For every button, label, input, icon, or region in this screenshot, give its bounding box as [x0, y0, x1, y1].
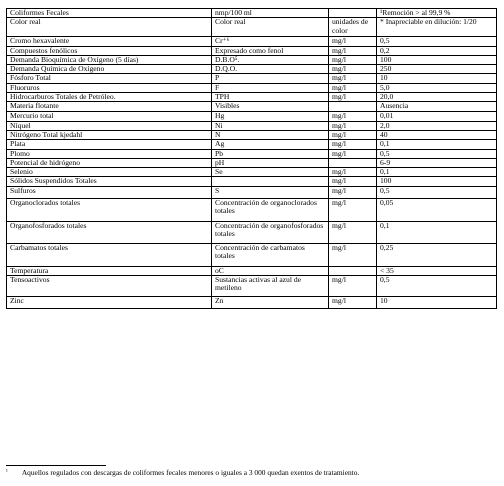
footnote	[6, 468, 359, 477]
table-row	[7, 297, 497, 309]
table-row	[7, 93, 497, 102]
document-page	[6, 8, 496, 309]
parameter-cell: Color real	[7, 18, 212, 37]
parameter-cell: Materia flotante	[7, 102, 212, 111]
unit-cell: mg/l	[329, 186, 377, 198]
expression-cell: Ni	[212, 121, 329, 130]
parameter-cell: Fósforo Total	[7, 74, 212, 83]
table-row	[7, 221, 497, 243]
expression-cell	[212, 177, 329, 186]
parameter-cell: Demanda Química de Oxígeno	[7, 65, 212, 74]
unit-cell: mg/l	[329, 74, 377, 83]
unit-cell: mg/l	[329, 177, 377, 186]
expression-cell: oC	[212, 266, 329, 275]
parameter-cell: Demanda Bioquímica de Oxígeno (5 días)	[7, 55, 212, 64]
parameter-cell: Sulfuros	[7, 186, 212, 198]
expression-cell: Ag	[212, 140, 329, 149]
unit-cell: mg/l	[329, 93, 377, 102]
parameter-cell: Potencial de hidrógeno	[7, 158, 212, 167]
table-row	[7, 74, 497, 83]
table-row	[7, 9, 497, 18]
expression-cell: Sustancias activas al azul de metileno	[212, 276, 329, 297]
limit-value-cell: 0,5	[377, 149, 497, 158]
limit-value-cell: 0,05	[377, 198, 497, 221]
table-body	[7, 9, 497, 309]
table-row	[7, 186, 497, 198]
limit-value-cell: 40	[377, 130, 497, 139]
limit-value-cell: 0,1	[377, 221, 497, 243]
expression-cell: N	[212, 130, 329, 139]
expression-cell: Visibles	[212, 102, 329, 111]
table-row	[7, 168, 497, 177]
limit-value-cell: 5,0	[377, 83, 497, 92]
limit-value-cell: 20,0	[377, 93, 497, 102]
limit-value-cell: 6-9	[377, 158, 497, 167]
unit-cell: mg/l	[329, 297, 377, 309]
unit-cell	[329, 102, 377, 111]
parameter-cell: Mercurio total	[7, 111, 212, 121]
unit-cell: mg/l	[329, 130, 377, 139]
parameter-cell: Carbamatos totales	[7, 243, 212, 266]
expression-cell: Hg	[212, 111, 329, 121]
parameter-cell: Plata	[7, 140, 212, 149]
limit-value-cell: 2,0	[377, 121, 497, 130]
parameter-cell: Níquel	[7, 121, 212, 130]
limit-value-cell: 100	[377, 177, 497, 186]
limit-value-cell: 0,1	[377, 140, 497, 149]
unit-cell: mg/l	[329, 37, 377, 46]
limit-value-cell: 0,01	[377, 111, 497, 121]
unit-cell: mg/l	[329, 168, 377, 177]
expression-cell: Zn	[212, 297, 329, 309]
parameter-cell: Hidrocarburos Totales de Petróleo.	[7, 93, 212, 102]
unit-cell: mg/l	[329, 65, 377, 74]
parameter-cell: Selenio	[7, 168, 212, 177]
limit-value-cell: < 35	[377, 266, 497, 275]
expression-cell: TPH	[212, 93, 329, 102]
expression-cell: F	[212, 83, 329, 92]
limit-value-cell: 0,25	[377, 243, 497, 266]
table-row	[7, 266, 497, 275]
unit-cell	[329, 9, 377, 18]
limit-value-cell: 10	[377, 74, 497, 83]
unit-cell: mg/l	[329, 221, 377, 243]
parameter-cell: Cromo hexavalente	[7, 37, 212, 46]
limit-value-cell: 10	[377, 297, 497, 309]
expression-cell: Concentración de organofosforados totales	[212, 221, 329, 243]
table-row	[7, 46, 497, 55]
table-row	[7, 198, 497, 221]
table-row	[7, 177, 497, 186]
expression-cell: Expresado como fenol	[212, 46, 329, 55]
unit-cell: mg/l	[329, 243, 377, 266]
table-row	[7, 37, 497, 46]
parameter-cell: Sólidos Suspendidos Totales	[7, 177, 212, 186]
unit-cell: mg/l	[329, 83, 377, 92]
unit-cell	[329, 158, 377, 167]
expression-cell: Concentración de carbamatos totales	[212, 243, 329, 266]
parameter-cell: Zinc	[7, 297, 212, 309]
parameter-cell: Coliformes Fecales	[7, 9, 212, 18]
parameter-cell: Plomo	[7, 149, 212, 158]
expression-cell: P	[212, 74, 329, 83]
expression-cell: Cr⁺⁶	[212, 37, 329, 46]
unit-cell	[329, 266, 377, 275]
table-row	[7, 83, 497, 92]
expression-cell: Se	[212, 168, 329, 177]
parameter-cell: Organoclorados totales	[7, 198, 212, 221]
unit-cell: unidades de color	[329, 18, 377, 37]
limit-value-cell: ¹Remoción > al 99,9 %	[377, 9, 497, 18]
expression-cell: D.B.O⁵.	[212, 55, 329, 64]
limit-value-cell: * Inapreciable en dilución: 1/20	[377, 18, 497, 37]
unit-cell: mg/l	[329, 121, 377, 130]
table-row	[7, 18, 497, 37]
parameter-cell: Tensoactivos	[7, 276, 212, 297]
parameter-cell: Compuestos fenólicos	[7, 46, 212, 55]
unit-cell: mg/l	[329, 149, 377, 158]
expression-cell: Color real	[212, 18, 329, 37]
expression-cell: Pb	[212, 149, 329, 158]
table-row	[7, 276, 497, 297]
parameter-cell: Organofosforados totales	[7, 221, 212, 243]
table-row	[7, 140, 497, 149]
expression-cell: D.Q.O.	[212, 65, 329, 74]
unit-cell: mg/l	[329, 276, 377, 297]
parameter-cell: Nitrógeno Total kjedahl	[7, 130, 212, 139]
limit-value-cell: 250	[377, 65, 497, 74]
table-row	[7, 111, 497, 121]
limit-value-cell: 0,5	[377, 37, 497, 46]
limit-value-cell: 0,5	[377, 276, 497, 297]
table-row	[7, 149, 497, 158]
footnote-text: Aquellos regulados con descargas de coliformes fecales menores o iguales a 3 000 quedan exentos de tratamiento.	[21, 468, 360, 477]
unit-cell: mg/l	[329, 111, 377, 121]
table-row	[7, 243, 497, 266]
unit-cell: mg/l	[329, 140, 377, 149]
expression-cell: nmp/100 ml	[212, 9, 329, 18]
footnote-rule	[6, 465, 106, 466]
expression-cell: Concentración de organoclorados totales	[212, 198, 329, 221]
unit-cell: mg/l	[329, 55, 377, 64]
limit-value-cell: 0,1	[377, 168, 497, 177]
footnote-mark: ¹	[6, 469, 8, 475]
table-row	[7, 130, 497, 139]
table-row	[7, 55, 497, 64]
parameter-cell: Fluoruros	[7, 83, 212, 92]
table-row	[7, 65, 497, 74]
limit-value-cell: Ausencia	[377, 102, 497, 111]
expression-cell: pH	[212, 158, 329, 167]
table-row	[7, 121, 497, 130]
unit-cell: mg/l	[329, 198, 377, 221]
parameter-cell: Temperatura	[7, 266, 212, 275]
limit-value-cell: 0,5	[377, 186, 497, 198]
discharge-limits-table	[6, 8, 497, 309]
table-row	[7, 102, 497, 111]
unit-cell: mg/l	[329, 46, 377, 55]
limit-value-cell: 100	[377, 55, 497, 64]
limit-value-cell: 0,2	[377, 46, 497, 55]
expression-cell: S	[212, 186, 329, 198]
table-row	[7, 158, 497, 167]
